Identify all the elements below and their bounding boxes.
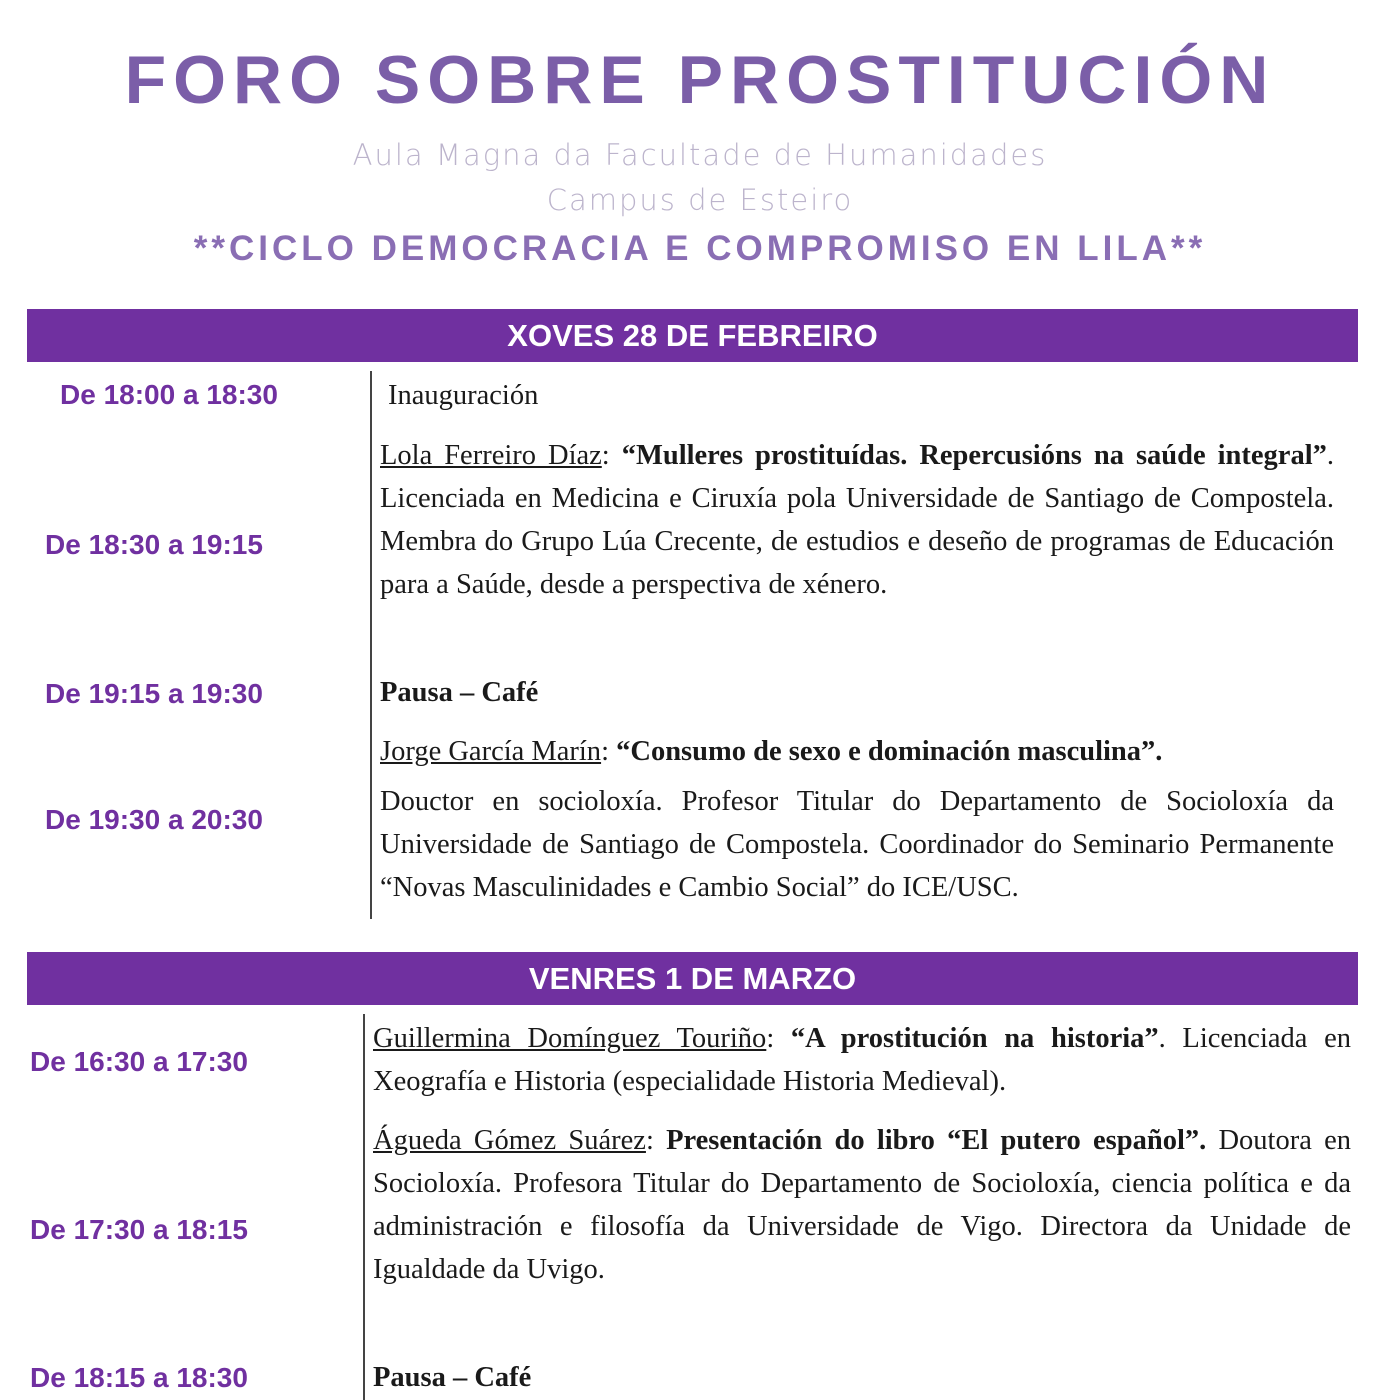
speaker-bio: . Licenciada en Medicina e Ciruxía pola Universidade de Santiago de Compostela. Membra do Grupo Lúa Crecente, de estudios e deseño de programas de Educación para a Saúde, desde a perspectiva de xénero. xyxy=(380,440,1334,600)
schedule-divider xyxy=(370,371,372,919)
time-slot: De 17:30 a 18:15 xyxy=(30,1214,248,1245)
session-description xyxy=(373,1017,1351,1103)
speaker-name: Guillermina Domínguez Touriño xyxy=(373,1023,767,1054)
speaker-name: Águeda Gómez Suárez xyxy=(373,1125,646,1156)
page-title: FORO SOBRE PROSTITUCIÓN xyxy=(124,42,1276,118)
talk-title: “Mulleres prostituídas. Repercusións na saúde integral” xyxy=(621,440,1327,471)
separator: : xyxy=(601,736,617,767)
break-label: Pausa – Café xyxy=(373,1362,532,1393)
day-header-thursday: XOVES 28 DE FEBREIRO xyxy=(27,309,1358,362)
time-slot: De 18:15 a 18:30 xyxy=(30,1362,248,1393)
talk-title: “A prostitución na historia” xyxy=(790,1023,1159,1054)
campus-line: Campus de Esteiro xyxy=(546,183,854,217)
time-slot: De 19:30 a 20:30 xyxy=(45,804,263,835)
session-heading xyxy=(380,730,1334,773)
day-header-friday: VENRES 1 DE MARZO xyxy=(27,952,1358,1005)
schedule-divider xyxy=(363,1014,365,1400)
speaker-name: Lola Ferreiro Díaz xyxy=(380,440,602,471)
session-text: Inauguración xyxy=(388,380,539,411)
talk-title: “Consumo de sexo e dominación masculina”. xyxy=(616,736,1163,767)
talk-title: Presentación do libro “El putero español”. xyxy=(666,1125,1207,1156)
time-slot: De 18:30 a 19:15 xyxy=(45,529,263,560)
time-slot: De 18:00 a 18:30 xyxy=(60,379,278,410)
venue-line: Aula Magna da Facultade de Humanidades xyxy=(352,138,1048,172)
session-description xyxy=(373,1119,1351,1291)
time-slot: De 16:30 a 17:30 xyxy=(30,1046,248,1077)
separator: : xyxy=(601,440,622,471)
break-label: Pausa – Café xyxy=(380,677,539,708)
session-description xyxy=(380,434,1334,606)
speaker-name: Jorge García Marín xyxy=(380,736,602,767)
time-slot: De 19:15 a 19:30 xyxy=(45,678,263,709)
speaker-bio: . Licenciada en Xeografía e Historia (especialidade Historia Medieval). xyxy=(373,1023,1351,1097)
speaker-bio: Doutora en Socioloxía. Profesora Titular do Departamento de Socioloxía, ciencia política e da administración e filosofía da Universidade de Vigo. Directora da Unidade de Igualdade da Uvigo. xyxy=(373,1125,1351,1285)
separator: : xyxy=(645,1125,667,1156)
cycle-title: **CICLO DEMOCRACIA E COMPROMISO EN LILA** xyxy=(193,229,1207,268)
speaker-bio: Douctor en socioloxía. Profesor Titular do Departamento de Socioloxía da Universidade de Santiago de Compostela. Coordinador do Seminario Permanente “Novas Masculinidades e Cambio Social” do ICE/USC. xyxy=(380,786,1334,903)
separator: : xyxy=(766,1023,791,1054)
